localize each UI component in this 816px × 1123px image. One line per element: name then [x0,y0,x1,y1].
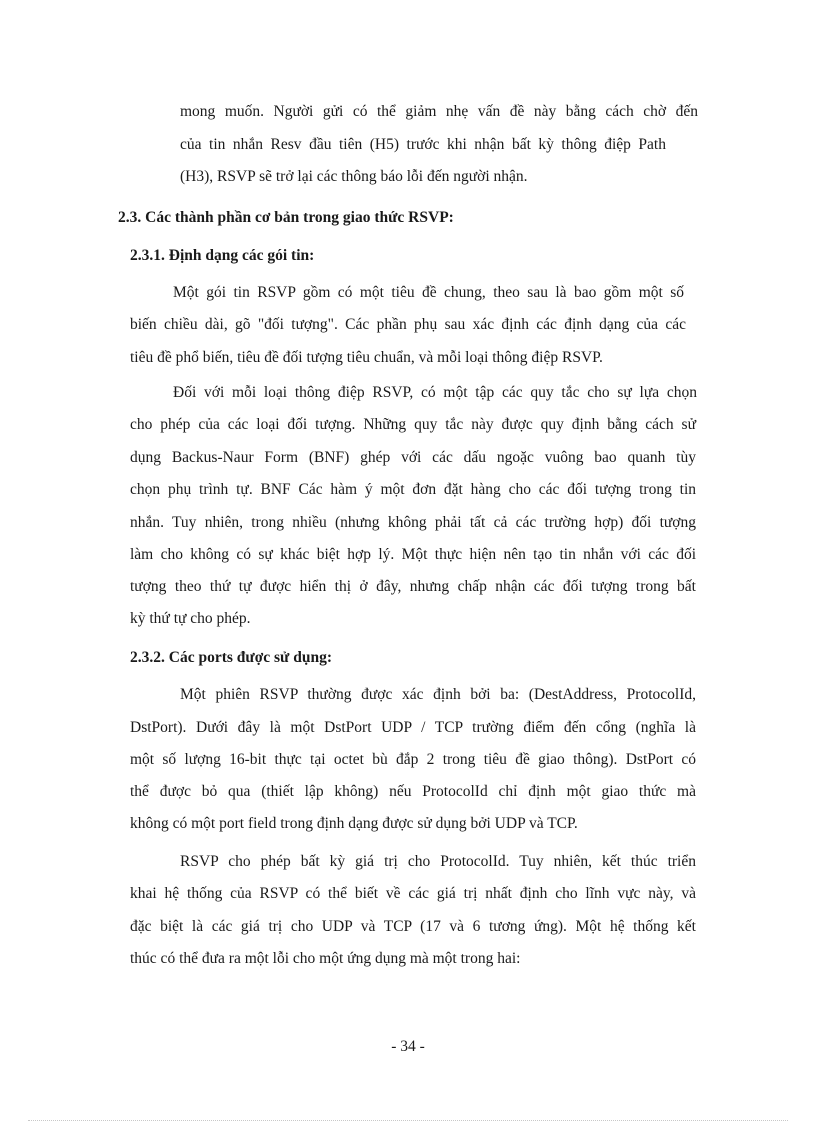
paragraph-line: thúc có thể đưa ra một lỗi cho một ứng dụng mà một trong hai: [130,950,521,967]
section-heading-2-3-1: 2.3.1. Định dạng các gói tin: [130,247,315,264]
paragraph-line: biến chiều dài, gõ "đối tượng". Các phần phụ sau xác định các định dạng của các [130,316,686,333]
intro-line: của tin nhắn Resv đầu tiên (H5) trước khi nhận bất kỳ thông điệp Path [180,136,666,153]
paragraph-line: kỳ thứ tự cho phép. [130,610,251,627]
paragraph-line: Một gói tin RSVP gồm có một tiêu đề chung, theo sau là bao gồm một số [173,284,684,301]
paragraph-line: Đối với mỗi loại thông điệp RSVP, có một tập các quy tắc cho sự lựa chọn [173,384,697,401]
intro-line: mong muốn. Người gửi có thể giảm nhẹ vấn đề này bằng cách chờ đến [180,103,698,120]
paragraph-line: Một phiên RSVP thường được xác định bởi ba: (DestAddress, ProtocolId, [180,686,696,703]
paragraph-line: thể được bỏ qua (thiết lập không) nếu ProtocolId chỉ định một giao thức mà [130,783,696,800]
paragraph-line: dụng Backus-Naur Form (BNF) ghép với các dấu ngoặc vuông bao quanh tùy [130,449,696,466]
page-number: - 34 - [391,1038,425,1055]
paragraph-line: chọn phụ trình tự. BNF Các hàm ý một đơn đặt hàng cho các đối tượng trong tin [130,481,696,498]
paragraph-line: tiêu đề phổ biến, tiêu đề đối tượng tiêu chuẩn, và mỗi loại thông điệp RSVP. [130,349,603,366]
paragraph-line: DstPort). Dưới đây là một DstPort UDP / TCP trường điểm đến cổng (nghĩa là [130,719,696,736]
paragraph-line: cho phép của các loại đối tượng. Những quy tắc này được quy định bằng cách sử [130,416,696,433]
paragraph-line: làm cho không có sự khác biệt hợp lý. Một thực hiện nên tạo tin nhắn với các đối [130,546,696,563]
paragraph-line: đặc biệt là các giá trị cho UDP và TCP (17 và 6 tương ứng). Một hệ thống kết [130,918,696,935]
section-heading-2-3: 2.3. Các thành phần cơ bản trong giao thức RSVP: [118,209,454,226]
intro-line: (H3), RSVP sẽ trở lại các thông báo lỗi đến người nhận. [180,168,528,185]
paragraph-line: nhắn. Tuy nhiên, trong nhiều (nhưng không phải tất cả các trường hợp) đối tượng [130,514,696,531]
paragraph-line: tượng theo thứ tự được hiển thị ở đây, nhưng chấp nhận các đối tượng trong bất [130,578,696,595]
paragraph-line: RSVP cho phép bất kỳ giá trị cho ProtocolId. Tuy nhiên, kết thúc triển [180,853,696,870]
paragraph-line: một số lượng 16-bit thực tại octet bù đắp 2 trong tiêu đề giao thông). DstPort có [130,751,696,768]
paragraph-line: khai hệ thống của RSVP có thể biết về các giá trị nhất định cho lĩnh vực này, và [130,885,696,902]
paragraph-line: không có một port field trong định dạng được sử dụng bởi UDP và TCP. [130,815,578,832]
page-bottom-divider [28,1120,788,1121]
section-heading-2-3-2: 2.3.2. Các ports được sử dụng: [130,649,333,666]
